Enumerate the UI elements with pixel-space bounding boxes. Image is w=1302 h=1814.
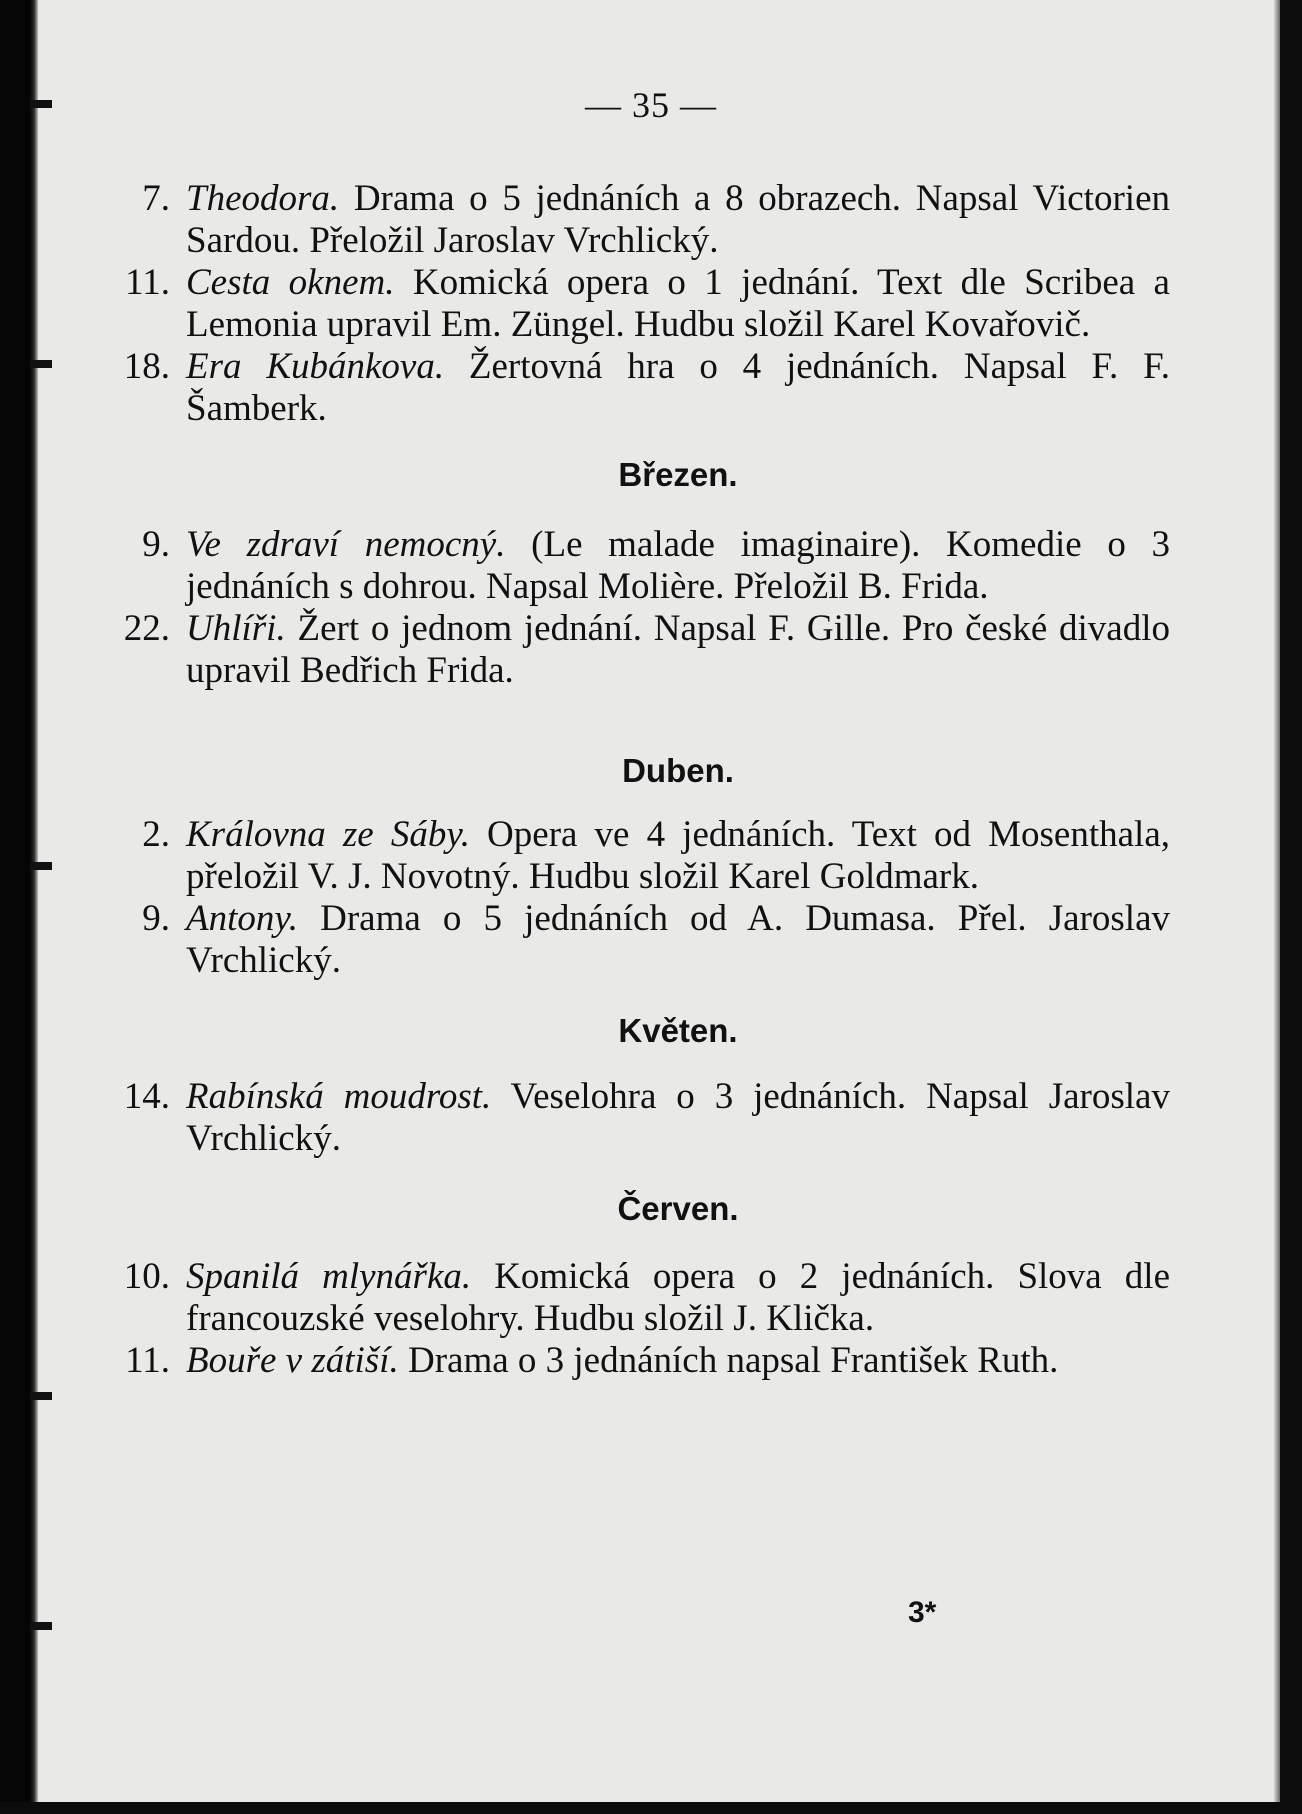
section-cerven (110, 1256, 1170, 1382)
entry-date: 7. (142, 178, 170, 219)
section-kveten (110, 1076, 1170, 1160)
entry-title: Uhlíři. (186, 608, 286, 649)
entry-description: Komická opera o 2 jednáních. Slova dle francouzské veselohry. Hudbu složil J. Klička. (186, 1256, 1170, 1339)
entry (110, 898, 1170, 982)
entry-title: Bouře v zátiší. (186, 1340, 399, 1381)
entry (110, 1256, 1170, 1340)
entry-title: Ve zdraví nemocný. (186, 524, 506, 565)
month-heading-kveten: Květen. (618, 1012, 738, 1049)
entry-description: Drama o 5 jednáních a 8 obrazech. Napsal Victorien Sardou. Přeložil Jaroslav Vrchlický. (186, 178, 1170, 261)
entry (110, 608, 1170, 692)
entry-title: Antony. (186, 898, 299, 939)
month-heading-cerven: Červen. (617, 1190, 739, 1227)
entry-description: Žertovná hra o 4 jednáních. Napsal F. F. Šamberk. (186, 346, 1170, 429)
entry-description: Drama o 5 jednáních od A. Dumasa. Přel. Jaroslav Vrchlický. (186, 898, 1170, 981)
section-duben (110, 814, 1170, 982)
binding-tick (30, 360, 52, 368)
bottom-page-edge (0, 1802, 1302, 1814)
entry-title: Spanilá mlynářka. (186, 1256, 472, 1297)
section-unlabeled (110, 178, 1170, 430)
entry-date: 10. (123, 1256, 170, 1297)
entry (110, 262, 1170, 346)
entry (110, 814, 1170, 898)
entry-description: Žert o jednom jednání. Napsal F. Gille. Pro české divadlo upravil Bedřich Frida. (186, 608, 1170, 691)
right-page-edge (1280, 0, 1302, 1814)
binding-tick (30, 1622, 52, 1630)
binding-tick (30, 862, 52, 870)
entry (110, 178, 1170, 262)
month-heading-duben: Duben. (622, 752, 734, 789)
entry-date: 2. (142, 814, 170, 855)
entry-date: 9. (142, 524, 170, 565)
entry-title: Cesta oknem. (186, 262, 395, 303)
content-body (110, 178, 1170, 1382)
entry (110, 524, 1170, 608)
entry-date: 18. (123, 346, 170, 387)
binding-tick (30, 1392, 52, 1400)
page-number: — 35 — (585, 85, 717, 125)
entry-title: Theodora. (186, 178, 340, 219)
entry-description: Komická opera o 1 jednání. Text dle Scribea a Lemonia upravil Em. Züngel. Hudbu složil Karel Kovařovič. (186, 262, 1170, 345)
entry-date: 11. (125, 262, 170, 303)
binding-edge (0, 0, 38, 1814)
entry-description: Opera ve 4 jednáních. Text od Mosenthala, přeložil V. J. Novotný. Hudbu složil Karel Goldmark. (186, 814, 1171, 897)
signature-mark: 3* (908, 1596, 937, 1629)
entry (110, 346, 1170, 430)
entry-description: Drama o 3 jednáních napsal František Ruth. (398, 1340, 1059, 1381)
entry (110, 1340, 1170, 1382)
entry-title: Era Kubánkova. (186, 346, 445, 387)
entry-description: Veselohra o 3 jednáních. Napsal Jaroslav Vrchlický. (186, 1076, 1170, 1159)
entry-date: 9. (142, 898, 170, 939)
entry-title: Rabínská moudrost. (186, 1076, 492, 1117)
entry-date: 14. (123, 1076, 170, 1117)
entry-date: 22. (123, 608, 170, 649)
entry (110, 1076, 1170, 1160)
month-heading-brezen: Březen. (618, 456, 738, 493)
section-brezen (110, 524, 1170, 692)
entry-description: (Le malade imaginaire). Komedie o 3 jednáních s dohrou. Napsal Molière. Přeložil B. Frida. (186, 524, 1170, 607)
entry-date: 11. (125, 1340, 170, 1381)
entry-title: Královna ze Sáby. (186, 814, 470, 855)
